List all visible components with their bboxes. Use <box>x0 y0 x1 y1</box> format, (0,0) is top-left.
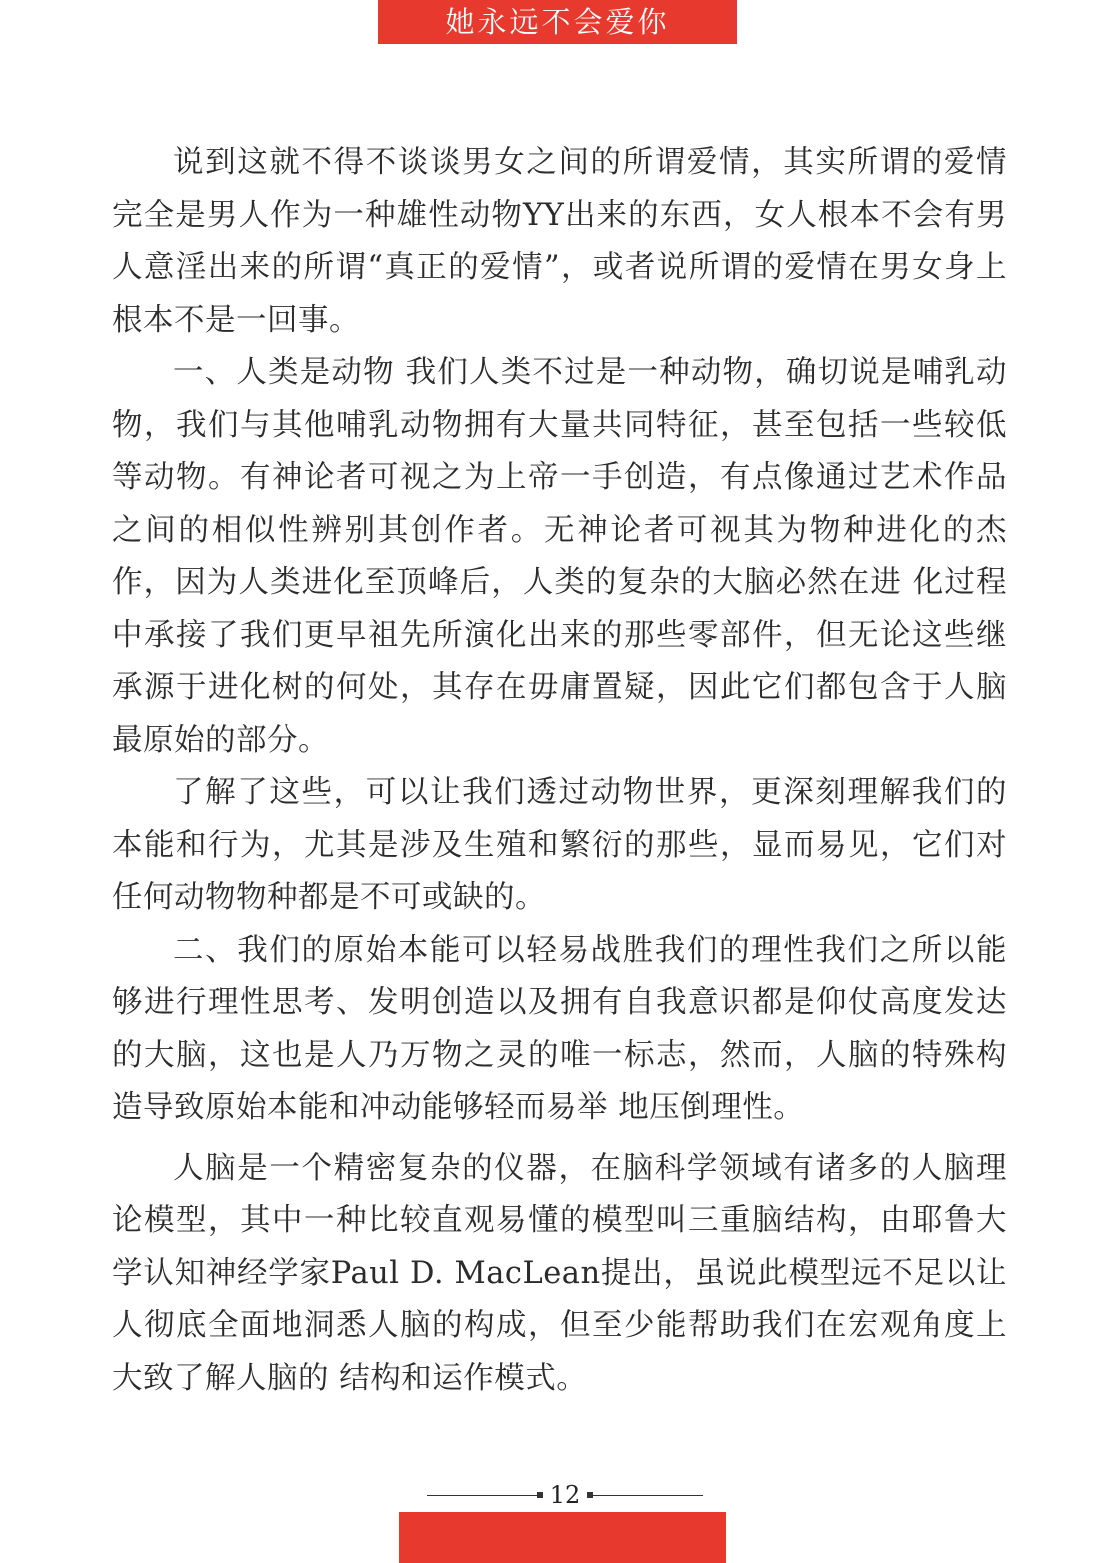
footer-square-left-icon <box>537 1492 543 1498</box>
page-number: 12 <box>549 1481 581 1509</box>
paragraph-4: 二、我们的原始本能可以轻易战胜我们的理性我们之所以能够进行理性思考、发明创造以及拥有自我意识都是仰仗高度发达的大脑，这也是人乃万物之灵的唯一标志，然而，人脑的特殊构造导致原始本能和冲动能够轻而易举 地压倒理性。 <box>112 932 1007 1125</box>
footer-rule-left <box>427 1495 537 1496</box>
paragraph-3: 了解了这些，可以让我们透过动物世界，更深刻理解我们的本能和行为，尤其是涉及生殖和繁衍的那些，显而易见，它们对任何动物物种都是不可或缺的。 <box>112 775 1007 915</box>
paragraph-2: 一、人类是动物 我们人类不过是一种动物，确切说是哺乳动物，我们与其他哺乳动物拥有大量共同特征，甚至包括一些较低等动物。有神论者可视之为上帝一手创造，有点像通过艺术作品之间的相似性辨别其创作者。无神论者可视其为物种进化的杰作，因为人类进化至顶峰后，人类的复杂的大脑必然在进 化过程中承接了我们更早祖先所演化出来的那些零部件，但无论这些继承源于进化树的何处，其存在毋庸置疑，因此它们都包含于人脑最原始的部分。 <box>112 355 1007 758</box>
footer-rule-right <box>593 1495 703 1496</box>
body-text <box>112 137 1007 1405</box>
paragraph-1: 说到这就不得不谈谈男女之间的所谓爱情，其实所谓的爱情完全是男人作为一种雄性动物YY出来的东西，女人根本不会有男人意淫出来的所谓“真正的爱情”，或者说所谓的爱情在男女身上根本不是一回事。 <box>112 145 1007 338</box>
header-banner <box>378 0 737 44</box>
running-title: 她永远不会爱你 <box>445 5 670 39</box>
paragraph-5: 人脑是一个精密复杂的仪器，在脑科学领域有诸多的人脑理论模型，其中一种比较直观易懂的模型叫三重脑结构，由耶鲁大学认知神经学家Paul D. MacLean提出，虽说此模型远不足以让人彻底全面地洞悉人脑的构成，但至少能帮助我们在宏观角度上大致了解人脑的 结构和运作模式。 <box>112 1150 1007 1396</box>
footer-banner <box>399 1512 726 1563</box>
page-footer <box>0 1478 1094 1512</box>
